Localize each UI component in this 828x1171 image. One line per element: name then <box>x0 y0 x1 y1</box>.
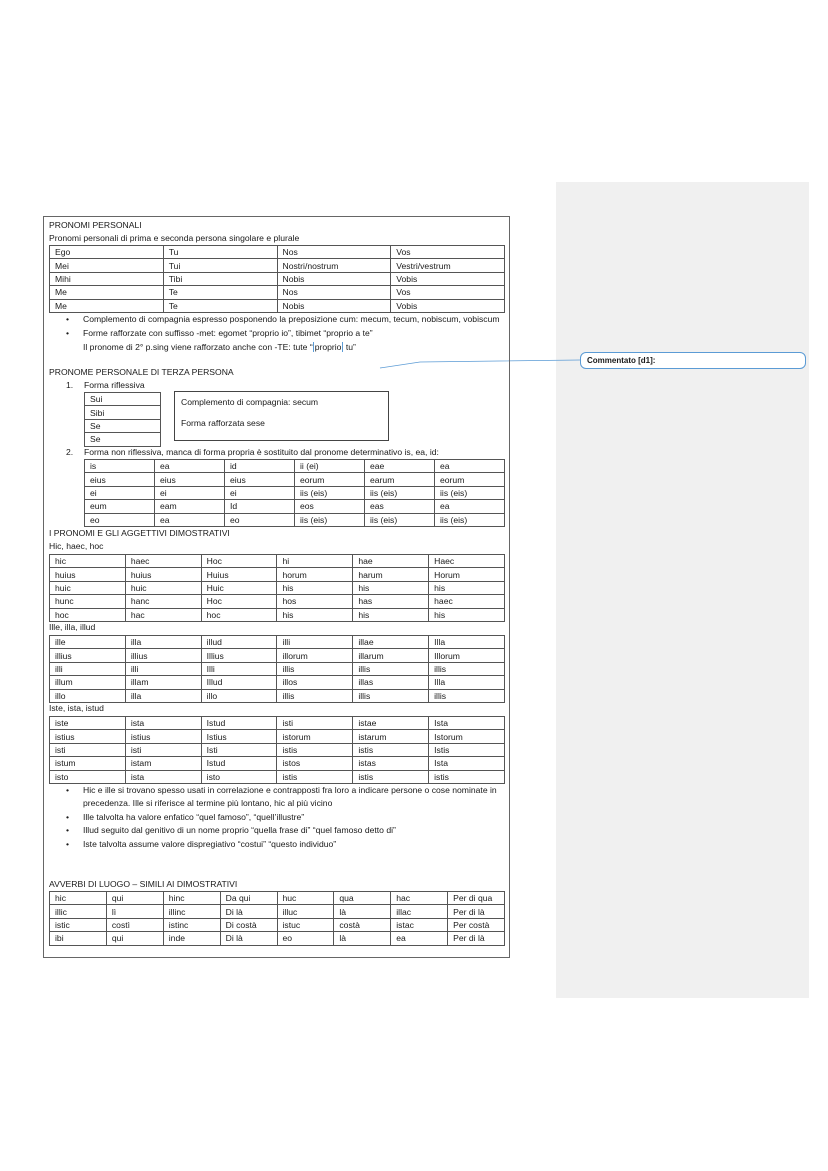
table-cell: Nobis <box>277 272 391 285</box>
section-title-third-person: PRONOME PERSONALE DI TERZA PERSONA <box>49 367 234 377</box>
table-cell: Ista <box>429 757 505 770</box>
table-cell: qui <box>106 932 163 945</box>
table-cell: illas <box>353 676 429 689</box>
table-cell: illuc <box>277 905 334 918</box>
table-cell: illa <box>125 636 201 649</box>
table-cell: istac <box>391 918 448 931</box>
table-cell: earum <box>365 473 435 486</box>
table-cell: Da qui <box>220 892 277 905</box>
section-title-personal-pronouns: PRONOMI PERSONALI <box>49 220 142 230</box>
table-cell: isto <box>50 770 126 783</box>
table-cell: ista <box>125 770 201 783</box>
table-row <box>50 259 505 272</box>
table-row <box>50 608 505 621</box>
table-row <box>85 433 161 446</box>
table-cell: Illud <box>201 676 277 689</box>
table-cell: ea <box>155 460 225 473</box>
table-cell: ii (ei) <box>295 460 365 473</box>
note-box <box>174 391 389 441</box>
table-cell: Se <box>85 433 161 446</box>
table-cell: illis <box>353 689 429 702</box>
table-cell: inde <box>163 932 220 945</box>
table-cell: iis (eis) <box>365 513 435 526</box>
table-cell: eius <box>225 473 295 486</box>
table-cell: illis <box>277 662 353 675</box>
label-ille: Ille, illa, illud <box>49 622 96 632</box>
note-te-before: Il pronome di 2° p.sing viene rafforzato anche con -TE: tute “ <box>83 341 313 352</box>
table-row <box>50 299 505 312</box>
table-cell: isto <box>201 770 277 783</box>
table-cell: ei <box>85 486 155 499</box>
table-cell: istius <box>125 730 201 743</box>
section-title-adverbs: AVVERBI DI LUOGO – SIMILI AI DIMOSTRATIVI <box>49 879 238 889</box>
item-text: Forma non riflessiva, manca di forma propria è sostituito dal pronome determinativo is, ea, id: <box>84 447 439 457</box>
table-cell: illic <box>50 905 107 918</box>
table-cell: Nos <box>277 286 391 299</box>
box-line-secum: Complemento di compagnia: secum <box>181 397 319 407</box>
comment-pane <box>556 182 809 998</box>
table-row <box>50 689 505 702</box>
personal-pronoun-table <box>49 245 505 313</box>
subtitle-first-second-person: Pronomi personali di prima e seconda persona singolare e plurale <box>49 233 300 243</box>
table-cell: Haec <box>429 555 505 568</box>
table-cell: illi <box>277 636 353 649</box>
table-cell: eas <box>365 500 435 513</box>
box-line-sese: Forma rafforzata sese <box>181 418 265 428</box>
table-cell: Istius <box>201 730 277 743</box>
table-row <box>50 246 505 259</box>
table-cell: Id <box>225 500 295 513</box>
table-cell: Se <box>85 419 161 432</box>
table-row <box>50 595 505 608</box>
table-cell: iis (eis) <box>295 486 365 499</box>
table-cell: ista <box>125 717 201 730</box>
table-cell: Di costà <box>220 918 277 931</box>
commented-text-proprio[interactable]: proprio <box>314 341 342 352</box>
table-cell: Per costà <box>448 918 505 931</box>
table-cell: illorum <box>277 649 353 662</box>
table-cell: eorum <box>295 473 365 486</box>
note-met-suffix <box>44 327 509 354</box>
table-cell: isti <box>125 743 201 756</box>
table-cell: Vobis <box>391 299 505 312</box>
table-row <box>50 555 505 568</box>
table-cell: là <box>334 932 391 945</box>
table-cell: iis (eis) <box>365 486 435 499</box>
table-row <box>50 743 505 756</box>
item-text: Forma riflessiva <box>84 380 145 390</box>
table-cell: harum <box>353 568 429 581</box>
table-cell: iis (eis) <box>295 513 365 526</box>
table-cell: ei <box>225 486 295 499</box>
table-cell: istas <box>353 757 429 770</box>
table-cell: eius <box>155 473 225 486</box>
table-cell: ea <box>391 932 448 945</box>
note-te-after: tu” <box>343 341 356 352</box>
note-cum-companion: • Complemento di compagnia espresso posponendo la preposizione cum: mecum, tecum, nobiscum, vobiscum <box>44 313 509 326</box>
table-row <box>50 676 505 689</box>
table-row <box>50 581 505 594</box>
item-number: 1. <box>66 380 74 390</box>
table-cell: ea <box>155 513 225 526</box>
table-cell: eae <box>365 460 435 473</box>
table-cell: ei <box>155 486 225 499</box>
is-ea-id-table <box>84 459 505 527</box>
table-cell: Me <box>50 299 164 312</box>
table-cell: Vestri/vestrum <box>391 259 505 272</box>
table-cell: has <box>353 595 429 608</box>
table-cell: Illi <box>201 662 277 675</box>
table-row <box>50 730 505 743</box>
table-row <box>50 286 505 299</box>
note-iste-pejorative: • Iste talvolta assume valore dispregiativo “costui” “questo individuo” <box>44 838 509 851</box>
table-row <box>50 918 505 931</box>
table-cell: istam <box>125 757 201 770</box>
document-body <box>43 216 510 958</box>
table-cell: Illa <box>429 636 505 649</box>
table-cell: Te <box>163 286 277 299</box>
table-cell: isti <box>50 743 126 756</box>
table-cell: illis <box>353 662 429 675</box>
table-cell: Istorum <box>429 730 505 743</box>
comment-balloon[interactable] <box>580 352 806 369</box>
table-row <box>85 406 161 419</box>
table-cell: istic <box>50 918 107 931</box>
table-cell: istorum <box>277 730 353 743</box>
section-title-demonstratives: I PRONOMI E GLI AGGETTIVI DIMOSTRATIVI <box>49 528 230 538</box>
table-cell: his <box>429 581 505 594</box>
table-row <box>50 717 505 730</box>
demonstrative-notes-list <box>44 784 509 851</box>
table-cell: eum <box>85 500 155 513</box>
table-cell: istis <box>353 770 429 783</box>
table-cell: illum <box>50 676 126 689</box>
table-cell: eo <box>85 513 155 526</box>
table-cell: hae <box>353 555 429 568</box>
table-cell: illius <box>50 649 126 662</box>
table-row <box>50 892 505 905</box>
table-cell: illud <box>201 636 277 649</box>
table-cell: qua <box>334 892 391 905</box>
table-row <box>50 272 505 285</box>
table-cell: id <box>225 460 295 473</box>
reflexive-table <box>84 392 161 447</box>
table-cell: Isti <box>201 743 277 756</box>
table-cell: illo <box>50 689 126 702</box>
table-cell: ibi <box>50 932 107 945</box>
table-cell: huic <box>125 581 201 594</box>
table-cell: his <box>429 608 505 621</box>
table-cell: hinc <box>163 892 220 905</box>
table-cell: Vobis <box>391 272 505 285</box>
table-cell: hi <box>277 555 353 568</box>
table-cell: iste <box>50 717 126 730</box>
table-cell: istum <box>50 757 126 770</box>
table-cell: iis (eis) <box>435 486 505 499</box>
table-cell: Istis <box>429 743 505 756</box>
table-cell: iis (eis) <box>435 513 505 526</box>
iste-ista-istud-table <box>49 716 505 784</box>
table-cell: Istud <box>201 757 277 770</box>
table-row <box>85 419 161 432</box>
table-row <box>50 932 505 945</box>
table-cell: là <box>334 905 391 918</box>
table-cell: huius <box>50 568 126 581</box>
table-cell: hanc <box>125 595 201 608</box>
place-adverbs-table <box>49 891 505 946</box>
label-iste: Iste, ista, istud <box>49 703 104 713</box>
table-cell: eius <box>85 473 155 486</box>
table-cell: illius <box>125 649 201 662</box>
item-number: 2. <box>66 447 74 457</box>
table-row <box>85 500 505 513</box>
table-row <box>50 770 505 783</box>
table-cell: Mihi <box>50 272 164 285</box>
table-cell: his <box>353 581 429 594</box>
table-cell: Vos <box>391 246 505 259</box>
table-cell: illis <box>429 689 505 702</box>
table-cell: illam <box>125 676 201 689</box>
table-cell: istis <box>277 743 353 756</box>
table-row <box>85 473 505 486</box>
table-cell: Te <box>163 299 277 312</box>
table-cell: istius <box>50 730 126 743</box>
list-item-non-reflexive <box>66 446 439 459</box>
table-cell: istis <box>429 770 505 783</box>
table-cell: hic <box>50 892 107 905</box>
table-cell: eos <box>295 500 365 513</box>
table-cell: Di là <box>220 932 277 945</box>
table-cell: hoc <box>201 608 277 621</box>
ille-illa-illud-table <box>49 635 505 703</box>
table-cell: istis <box>277 770 353 783</box>
table-cell: illis <box>429 662 505 675</box>
table-cell: Illorum <box>429 649 505 662</box>
label-hic: Hic, haec, hoc <box>49 541 104 551</box>
table-cell: huius <box>125 568 201 581</box>
table-cell: Sibi <box>85 406 161 419</box>
hic-haec-hoc-table <box>49 554 505 622</box>
table-cell: Ista <box>429 717 505 730</box>
table-row <box>85 486 505 499</box>
table-cell: Per di là <box>448 905 505 918</box>
table-cell: eo <box>225 513 295 526</box>
table-cell: eo <box>277 932 334 945</box>
table-cell: Per di qua <box>448 892 505 905</box>
table-row <box>50 649 505 662</box>
table-cell: Illius <box>201 649 277 662</box>
note-ille-emphatic: • Ille talvolta ha valore enfatico “quel famoso”, “quell’illustre” <box>44 811 509 824</box>
table-cell: his <box>277 608 353 621</box>
table-cell: istae <box>353 717 429 730</box>
table-cell: costà <box>334 918 391 931</box>
table-cell: Per di là <box>448 932 505 945</box>
table-cell: illi <box>125 662 201 675</box>
table-cell: illis <box>277 689 353 702</box>
table-cell: Huic <box>201 581 277 594</box>
table-cell: illi <box>50 662 126 675</box>
table-cell: Sui <box>85 393 161 406</box>
list-item-reflexive <box>66 379 145 392</box>
table-cell: qui <box>106 892 163 905</box>
table-cell: hunc <box>50 595 126 608</box>
table-cell: illarum <box>353 649 429 662</box>
table-cell: Huius <box>201 568 277 581</box>
table-cell: haec <box>125 555 201 568</box>
table-cell: illinc <box>163 905 220 918</box>
table-cell: haec <box>429 595 505 608</box>
table-cell: illos <box>277 676 353 689</box>
table-cell: Nostri/nostrum <box>277 259 391 272</box>
note-illud-genitive: • Illud seguito dal genitivo di un nome proprio “quella frase di” “quel famoso detto di” <box>44 824 509 837</box>
table-cell: istarum <box>353 730 429 743</box>
table-cell: hoc <box>50 608 126 621</box>
table-row <box>50 905 505 918</box>
table-cell: istinc <box>163 918 220 931</box>
table-cell: horum <box>277 568 353 581</box>
table-cell: Ego <box>50 246 164 259</box>
table-cell: Istud <box>201 717 277 730</box>
table-cell: Nobis <box>277 299 391 312</box>
table-cell: hac <box>391 892 448 905</box>
table-cell: Tibi <box>163 272 277 285</box>
note-hic-ille: • Hic e ille si trovano spesso usati in correlazione e contrapposti fra loro a indicare persone o cose nominate in precedenza. Ille si riferisce al termine più lontano, hic al più vicino <box>44 784 509 811</box>
table-cell: Nos <box>277 246 391 259</box>
table-cell: illae <box>353 636 429 649</box>
table-cell: hos <box>277 595 353 608</box>
table-cell: Mei <box>50 259 164 272</box>
table-cell: illo <box>201 689 277 702</box>
table-cell: huc <box>277 892 334 905</box>
table-row <box>85 460 505 473</box>
table-row <box>50 636 505 649</box>
table-row <box>85 393 161 406</box>
table-cell: Tui <box>163 259 277 272</box>
table-cell: huic <box>50 581 126 594</box>
table-cell: Hoc <box>201 595 277 608</box>
comment-label: Commentato [d1]: <box>587 356 656 365</box>
table-row <box>50 662 505 675</box>
table-cell: Hoc <box>201 555 277 568</box>
table-cell: isti <box>277 717 353 730</box>
table-row <box>50 568 505 581</box>
table-cell: istos <box>277 757 353 770</box>
table-cell: his <box>277 581 353 594</box>
table-cell: eorum <box>435 473 505 486</box>
note-met-line1: Forme rafforzate con suffisso -met: egomet “proprio io”, tibimet “proprio a te” <box>83 328 373 339</box>
table-row <box>85 513 505 526</box>
table-cell: Di là <box>220 905 277 918</box>
table-cell: ea <box>435 500 505 513</box>
table-cell: Horum <box>429 568 505 581</box>
table-cell: lì <box>106 905 163 918</box>
table-row <box>50 757 505 770</box>
table-cell: his <box>353 608 429 621</box>
table-cell: ille <box>50 636 126 649</box>
table-cell: hac <box>125 608 201 621</box>
table-cell: is <box>85 460 155 473</box>
table-cell: illac <box>391 905 448 918</box>
table-cell: Me <box>50 286 164 299</box>
table-cell: Illa <box>429 676 505 689</box>
table-cell: istuc <box>277 918 334 931</box>
table-cell: istis <box>353 743 429 756</box>
table-cell: hic <box>50 555 126 568</box>
personal-notes-list <box>44 313 509 354</box>
table-cell: Tu <box>163 246 277 259</box>
table-cell: Vos <box>391 286 505 299</box>
table-cell: costì <box>106 918 163 931</box>
table-cell: eam <box>155 500 225 513</box>
table-cell: illa <box>125 689 201 702</box>
table-cell: ea <box>435 460 505 473</box>
